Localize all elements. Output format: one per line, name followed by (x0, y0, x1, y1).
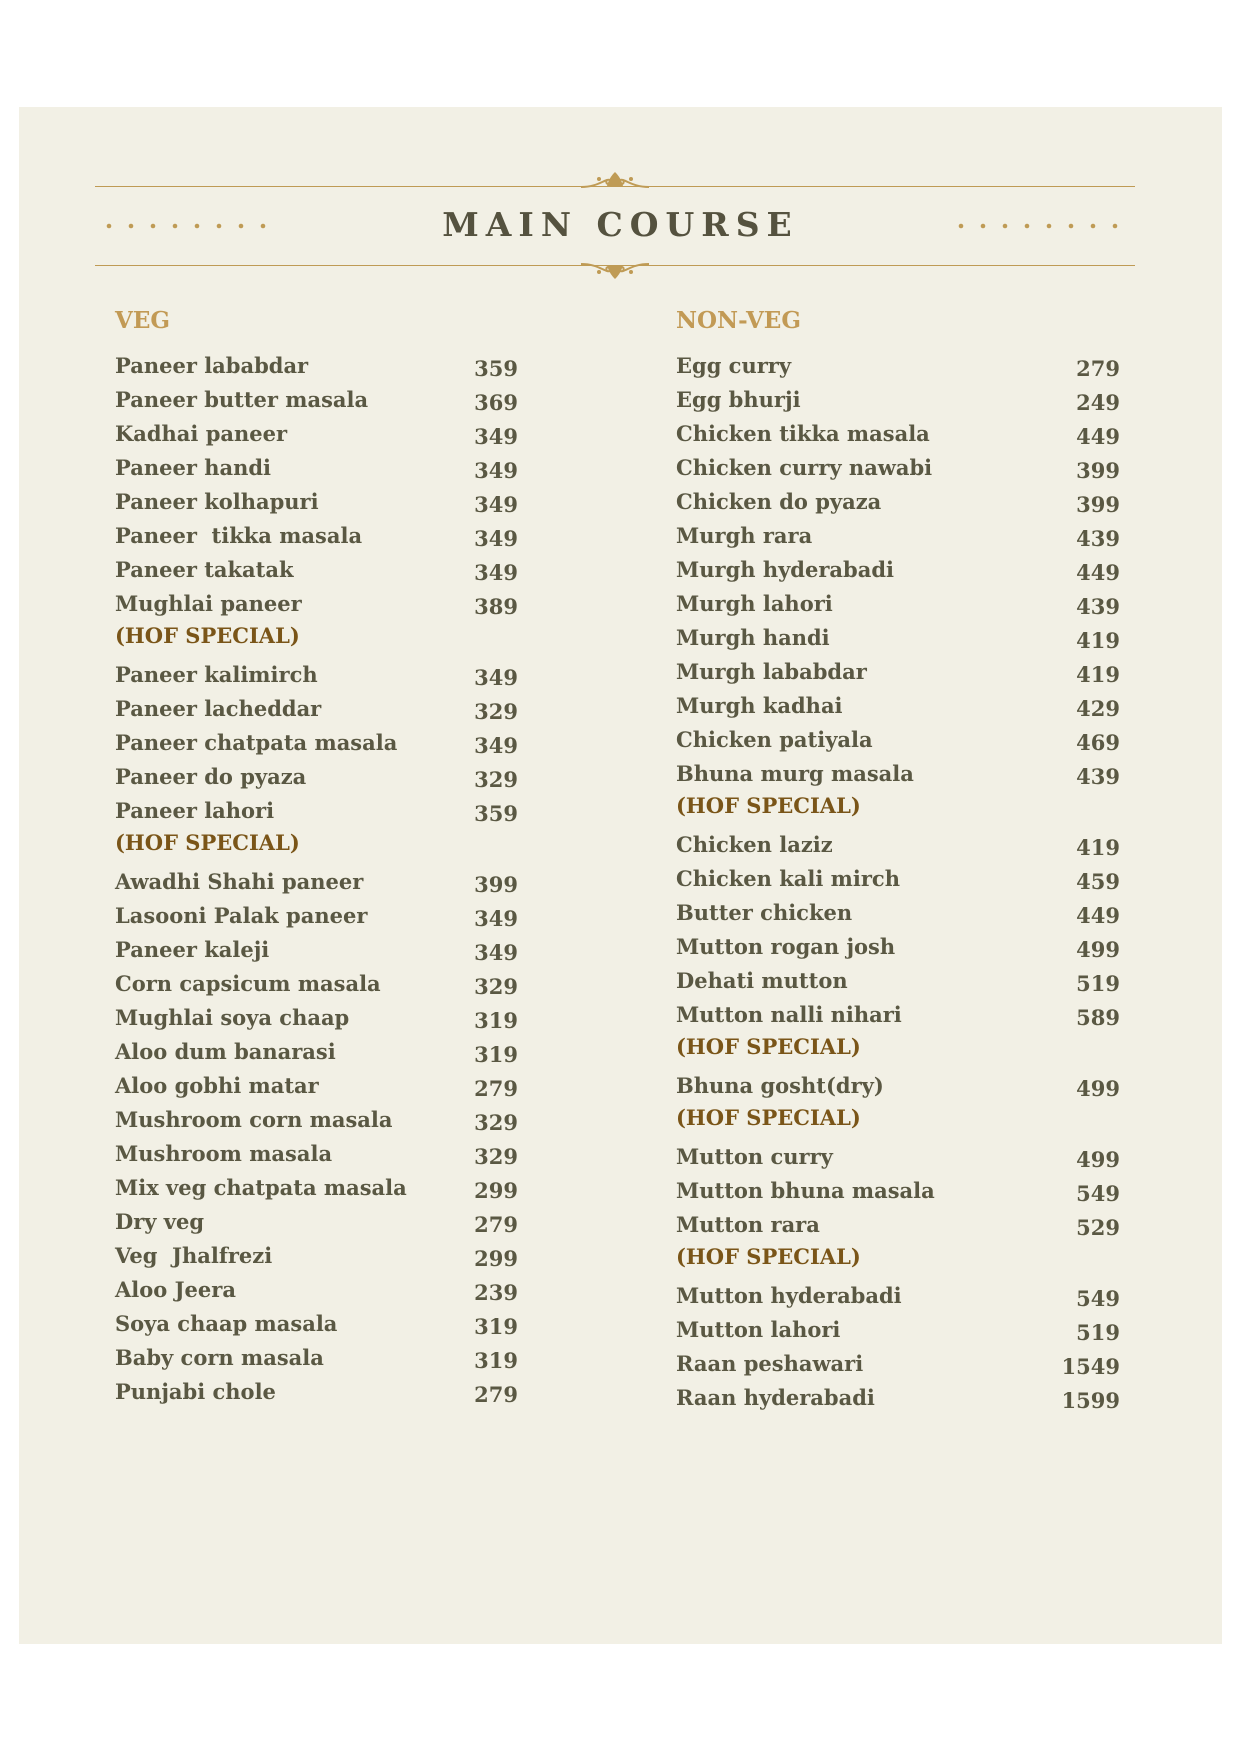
menu-item (676, 1174, 1120, 1208)
menu-item-name: Egg curry (676, 353, 792, 378)
menu-item (676, 1347, 1120, 1381)
menu-item (676, 485, 1120, 519)
menu-item-name: Paneer kaleji (115, 937, 270, 962)
menu-item-price: 499 (1076, 1147, 1120, 1172)
menu-item-name: Chicken kali mirch (676, 866, 900, 891)
menu-item-name: Mutton rara (676, 1212, 820, 1237)
menu-item (115, 1103, 518, 1137)
menu-item-name: Chicken laziz (676, 832, 833, 857)
menu-item (676, 930, 1120, 964)
menu-item (676, 519, 1120, 553)
menu-item-price: 419 (1076, 662, 1120, 687)
menu-item-name: Veg Jhalfrezi (115, 1243, 273, 1268)
menu-item (676, 1279, 1120, 1313)
menu-item-price: 299 (474, 1246, 518, 1271)
menu-item-price: 279 (1076, 356, 1120, 381)
menu-item-name: Paneer takatak (115, 557, 294, 582)
menu-item-name: Awadhi Shahi paneer (115, 869, 364, 894)
menu-item-name: Baby corn masala (115, 1345, 324, 1370)
menu-item-name: Mutton bhuna masala (676, 1178, 935, 1203)
menu-item (676, 417, 1120, 451)
menu-item (676, 723, 1120, 757)
menu-item-price: 439 (1076, 594, 1120, 619)
menu-item (115, 933, 518, 967)
menu-item-price: 549 (1076, 1286, 1120, 1311)
menu-item (115, 553, 518, 587)
menu-item-price: 589 (1076, 1005, 1120, 1030)
menu-item (115, 658, 518, 692)
menu-item (115, 519, 518, 553)
menu-item (115, 349, 518, 383)
menu-item (676, 621, 1120, 655)
menu-item (676, 964, 1120, 998)
menu-item-name: Bhuna murg masala (676, 761, 914, 786)
menu-item-price: 449 (1076, 903, 1120, 928)
menu-item-price: 519 (1076, 1320, 1120, 1345)
menu-item-price: 519 (1076, 971, 1120, 996)
menu-item-price: 439 (1076, 526, 1120, 551)
menu-item-price: 329 (474, 767, 518, 792)
hof-special-tag: (HOF SPECIAL) (676, 793, 861, 818)
menu-item (115, 865, 518, 899)
menu-item (676, 828, 1120, 862)
menu-item (676, 553, 1120, 587)
menu-item-price: 419 (1076, 628, 1120, 653)
menu-item-price: 349 (474, 492, 518, 517)
menu-item (115, 794, 518, 865)
menu-item-price: 359 (474, 801, 518, 826)
menu-item-name: Aloo Jeera (115, 1277, 236, 1302)
menu-item-price: 459 (1076, 869, 1120, 894)
menu-item-name: Mughlai soya chaap (115, 1005, 350, 1030)
menu-item-price: 249 (1076, 390, 1120, 415)
menu-item-name: Chicken tikka masala (676, 421, 930, 446)
menu-item-price: 359 (474, 356, 518, 381)
menu-item-price: 429 (1076, 696, 1120, 721)
menu-item-price: 499 (1076, 1076, 1120, 1101)
menu-item (676, 1140, 1120, 1174)
menu-item-price: 419 (1076, 835, 1120, 860)
menu-item-name: Murgh lababdar (676, 659, 867, 684)
menu-item (115, 1035, 518, 1069)
menu-item-price: 329 (474, 1144, 518, 1169)
menu-item-name: Mushroom masala (115, 1141, 333, 1166)
menu-item-name: Mix veg chatpata masala (115, 1175, 407, 1200)
menu-item-price: 319 (474, 1314, 518, 1339)
menu-item-name: Paneer lahori (115, 798, 275, 823)
menu-item (676, 689, 1120, 723)
menu-item-name: Punjabi chole (115, 1379, 276, 1404)
menu-item (115, 760, 518, 794)
menu-item (676, 1313, 1120, 1347)
menu-item-price: 329 (474, 699, 518, 724)
menu-item-name: Paneer lacheddar (115, 696, 322, 721)
menu-item-name: Butter chicken (676, 900, 853, 925)
menu-item-price: 279 (474, 1382, 518, 1407)
menu-item-name: Murgh handi (676, 625, 830, 650)
menu-item (676, 349, 1120, 383)
menu-item (676, 451, 1120, 485)
menu-item (676, 1069, 1120, 1140)
menu-item (676, 383, 1120, 417)
menu-item (676, 655, 1120, 689)
menu-item-price: 549 (1076, 1181, 1120, 1206)
menu-item-name: Chicken do pyaza (676, 489, 882, 514)
menu-item (115, 1171, 518, 1205)
menu-item-name: Soya chaap masala (115, 1311, 338, 1336)
menu-item-price: 279 (474, 1076, 518, 1101)
menu-item-name: Paneer tikka masala (115, 523, 363, 548)
menu-item-price: 239 (474, 1280, 518, 1305)
menu-item-name: Aloo gobhi matar (115, 1073, 319, 1098)
menu-item-name: Paneer lababdar (115, 353, 309, 378)
menu-item (115, 1239, 518, 1273)
menu-item-name: Paneer butter masala (115, 387, 369, 412)
page-title: MAIN COURSE (442, 205, 799, 244)
menu-item (115, 1341, 518, 1375)
menu-item (676, 998, 1120, 1069)
menu-item-name: Chicken patiyala (676, 727, 873, 752)
menu-item-price: 349 (474, 940, 518, 965)
menu-item-price: 439 (1076, 764, 1120, 789)
menu-item-name: Mutton lahori (676, 1317, 841, 1342)
menu-item (676, 757, 1120, 828)
menu-item-price: 319 (474, 1348, 518, 1373)
menu-item (115, 1069, 518, 1103)
menu-item-price: 349 (474, 560, 518, 585)
menu-item-price: 369 (474, 390, 518, 415)
menu-item-price: 1599 (1061, 1388, 1120, 1413)
menu-item (676, 1381, 1120, 1415)
menu-item (115, 1001, 518, 1035)
menu-item-price: 319 (474, 1008, 518, 1033)
menu-item (115, 383, 518, 417)
menu-item-name: Raan peshawari (676, 1351, 864, 1376)
menu-item-price: 349 (474, 458, 518, 483)
menu-item (676, 896, 1120, 930)
menu-item (115, 1375, 518, 1409)
menu-item (115, 485, 518, 519)
menu-item-name: Dry veg (115, 1209, 205, 1234)
menu-item (115, 692, 518, 726)
veg-heading: VEG (115, 307, 171, 334)
menu-item-price: 389 (474, 594, 518, 619)
menu-item-price: 329 (474, 1110, 518, 1135)
menu-item-name: Aloo dum banarasi (115, 1039, 336, 1064)
menu-item-name: Murgh hyderabadi (676, 557, 894, 582)
menu-item-price: 399 (1076, 492, 1120, 517)
hof-special-tag: (HOF SPECIAL) (676, 1105, 861, 1130)
menu-item (115, 967, 518, 1001)
menu-item-price: 299 (474, 1178, 518, 1203)
menu-item-name: Egg bhurji (676, 387, 801, 412)
menu-item-name: Lasooni Palak paneer (115, 903, 368, 928)
menu-item-name: Dehati mutton (676, 968, 848, 993)
menu-item-name: Murgh lahori (676, 591, 833, 616)
menu-item-name: Mutton nalli nihari (676, 1002, 902, 1027)
menu-item-name: Murgh rara (676, 523, 813, 548)
menu-item-price: 349 (474, 906, 518, 931)
menu-item-name: Mutton rogan josh (676, 934, 896, 959)
menu-item (115, 1307, 518, 1341)
menu-item (115, 1137, 518, 1171)
nonveg-list (676, 349, 1120, 1415)
menu-item-price: 449 (1076, 424, 1120, 449)
hof-special-tag: (HOF SPECIAL) (676, 1034, 861, 1059)
menu-item-name: Corn capsicum masala (115, 971, 381, 996)
menu-item-price: 329 (474, 974, 518, 999)
menu-item-price: 399 (1076, 458, 1120, 483)
menu-item-price: 399 (474, 872, 518, 897)
menu-item-price: 499 (1076, 937, 1120, 962)
menu-item-name: Bhuna gosht(dry) (676, 1073, 884, 1098)
menu-item-name: Mushroom corn masala (115, 1107, 393, 1132)
menu-item-name: Kadhai paneer (115, 421, 288, 446)
menu-item (115, 1273, 518, 1307)
veg-list (115, 349, 518, 1409)
menu-item-name: Chicken curry nawabi (676, 455, 933, 480)
menu-item-name: Paneer kolhapuri (115, 489, 319, 514)
menu-item (676, 1208, 1120, 1279)
menu-item-name: Mutton hyderabadi (676, 1283, 902, 1308)
menu-item (115, 1205, 518, 1239)
menu-item-price: 319 (474, 1042, 518, 1067)
menu-item (115, 451, 518, 485)
menu-item-name: Raan hyderabadi (676, 1385, 875, 1410)
hof-special-tag: (HOF SPECIAL) (676, 1244, 861, 1269)
hof-special-tag: (HOF SPECIAL) (115, 830, 300, 855)
menu-item-price: 349 (474, 665, 518, 690)
menu-item (115, 899, 518, 933)
menu-item-price: 349 (474, 733, 518, 758)
menu-item-price: 469 (1076, 730, 1120, 755)
menu-item-name: Mughlai paneer (115, 591, 302, 616)
menu-item-price: 1549 (1061, 1354, 1120, 1379)
menu-item (115, 726, 518, 760)
menu-item-name: Paneer chatpata masala (115, 730, 398, 755)
menu-item (115, 587, 518, 658)
menu-item-name: Murgh kadhai (676, 693, 843, 718)
menu-item-name: Mutton curry (676, 1144, 833, 1169)
menu-item-price: 449 (1076, 560, 1120, 585)
menu-item (676, 862, 1120, 896)
right-dots-icon (945, 218, 1125, 234)
top-flourish-icon (577, 170, 653, 190)
menu-item-name: Paneer kalimirch (115, 662, 318, 687)
nonveg-heading: NON-VEG (676, 307, 801, 334)
bottom-flourish-icon (577, 261, 653, 281)
menu-item (115, 417, 518, 451)
menu-item-price: 349 (474, 526, 518, 551)
hof-special-tag: (HOF SPECIAL) (115, 623, 300, 648)
menu-item-price: 349 (474, 424, 518, 449)
menu-item-price: 279 (474, 1212, 518, 1237)
menu-item-price: 529 (1076, 1215, 1120, 1240)
menu-item-name: Paneer handi (115, 455, 272, 480)
menu-item (676, 587, 1120, 621)
menu-item-name: Paneer do pyaza (115, 764, 307, 789)
